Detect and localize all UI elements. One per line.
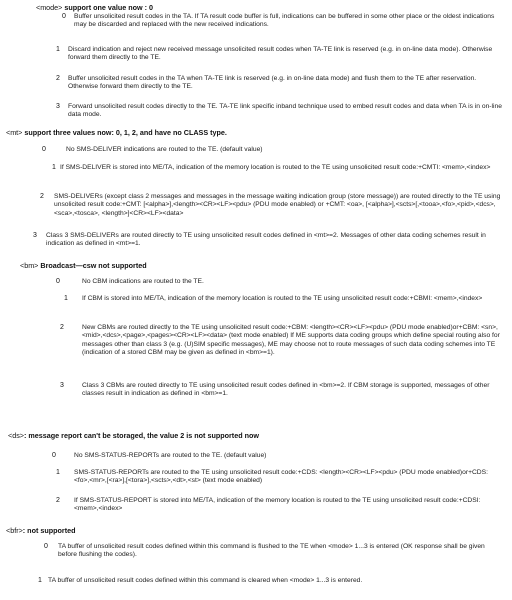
bm-item-2-num: 2 — [60, 324, 64, 331]
mode-item-0-num: 0 — [62, 13, 66, 20]
mt-item-2-text: SMS-DELIVERs (except class 2 messages and messages in the message waiting indication group (store message)) are routed directly to the TE using unsolicited result code:+CMT: [<alpha>],<length><CR><LF><pdu> (PDU mode enabled) or +CMT: <oa>, [<alpha>],<scts>[,<tooa>,<fo>,<pid>,<dcs>,<sca>,<tosca>, <length>]<CR><LF><data> — [54, 193, 501, 217]
ds-tag: <ds> — [8, 431, 24, 440]
ds-title: : message report can't be storaged, the value 2 is not supported now — [24, 431, 259, 440]
ds-item-0-text: No SMS-STATUS-REPORTs are routed to the TE. (default value) — [74, 452, 267, 459]
bfr-heading — [6, 526, 76, 535]
ds-item-1-text: SMS-STATUS-REPORTs are routed to the TE using unsolicited result code:+CDS: <length><CR><LF><pdu> (PDU mode enabled)or+CDS: <fo>,<mr>,[<ra>],[<tora>],<scts>,<dt>,<st> (text mode enabled) — [74, 469, 488, 485]
bm-heading — [20, 261, 147, 270]
mode-item-2-num: 2 — [56, 75, 60, 82]
mt-item-3-text: Class 3 SMS-DELIVERs are routed directly to TE using unsolicited result codes defined in <mt>=2. Messages of other data coding schemes result in indication as defined in <mt>=1. — [46, 232, 486, 248]
mode-item-0-text: Buffer unsolicited result codes in the TA. If TA result code buffer is full, indications can be buffered in some other place or the oldest indications may be discarded and replaced with the new received indications. — [74, 13, 495, 29]
ds-heading — [8, 431, 259, 440]
bm-item-3-text: Class 3 CBMs are routed directly to TE using unsolicited result codes defined in <bm>=2. If CBM storage is supported, messages of other classes result in indication as defined in <bm>=1. — [82, 382, 490, 398]
mode-item-3-num: 3 — [56, 103, 60, 110]
ds-item-2-num: 2 — [56, 497, 60, 504]
bfr-item-0-text: TA buffer of unsolicited result codes defined within this command is flushed to the TE when <mode> 1...3 is entered (OK response shall be given before flushing the codes). — [58, 543, 485, 559]
bm-item-1-text: If CBM is stored into ME/TA, indication of the memory location is routed to the TE using unsolicited result code:+CBMI: <mem>,<index> — [82, 295, 483, 302]
mt-title: support three values now: 0, 1, 2, and have no CLASS type. — [24, 128, 227, 137]
mode-item-1-text: Discard indication and reject new received message unsolicited result codes when TA-TE link is reserved (e.g. in on-line data mode). Otherwise forward them directly to the TE. — [68, 46, 493, 62]
ds-item-0-num: 0 — [52, 452, 56, 459]
bfr-tag: <bfr> — [6, 526, 23, 535]
mode-title: support one value now : 0 — [64, 3, 154, 12]
mode-item-2-text: Buffer unsolicited result codes in the TA when TA-TE link is reserved (e.g. in on-line data mode) and flush them to the TE after reservation. Otherwise forward them directly to the TE. — [68, 75, 477, 91]
mode-tag: <mode> — [36, 3, 63, 12]
bfr-title: : not supported — [22, 526, 76, 535]
mt-item-1-num: 1 — [52, 164, 56, 171]
mode-item-3-text: Forward unsolicited result codes directly to the TE. TA-TE link specific inband technique used to embed result codes and data when TA is in on-line data mode. — [68, 103, 502, 119]
mt-item-0-text: No SMS-DELIVER indications are routed to the TE. (default value) — [66, 146, 263, 153]
ds-item-2-text: If SMS-STATUS-REPORT is stored into ME/TA, indication of the memory location is routed to the TE using unsolicited result code:+CDSI: <mem>,<index> — [74, 497, 481, 513]
bm-tag: <bm> — [20, 261, 39, 270]
mt-item-1-text: If SMS-DELIVER is stored into ME/TA, indication of the memory location is routed to the TE using unsolicited result code:+CMTI: <mem>,<index> — [60, 164, 491, 171]
bm-title: Broadcast—csw not supported — [40, 261, 147, 270]
bm-item-0-num: 0 — [56, 278, 60, 285]
bm-item-3-num: 3 — [60, 382, 64, 389]
mt-tag: <mt> — [6, 128, 23, 137]
bm-item-1-num: 1 — [64, 295, 68, 302]
mode-item-1-num: 1 — [56, 46, 60, 53]
mt-heading — [6, 128, 227, 137]
bfr-item-0-num: 0 — [44, 543, 48, 550]
mt-item-2-num: 2 — [40, 193, 44, 200]
bfr-item-1-num: 1 — [38, 577, 42, 584]
bfr-item-1-text: TA buffer of unsolicited result codes defined within this command is cleared when <mode> 1...3 is entered. — [48, 577, 363, 584]
bm-item-2-text: New CBMs are routed directly to the TE using unsolicited result code:+CBM: <length><CR><LF><pdu> (PDU mode enabled)or+CBM: <sn>,<mid>,<dcs>,<page>,<pages><CR><LF><data> (text mode enabled) If ME supports data coding groups which define special routing also for messages other than class 3 (e.g. (U)SIM specific messages), ME may choose not to route messages of such data coding schemes into TE (indication of a stored CBM may be given as defined in <bm>=1). — [82, 324, 500, 357]
bm-item-0-text: No CBM indications are routed to the TE. — [82, 278, 204, 285]
mt-item-3-num: 3 — [33, 232, 37, 239]
mt-item-0-num: 0 — [42, 146, 46, 153]
ds-item-1-num: 1 — [56, 469, 60, 476]
mode-heading — [36, 3, 153, 12]
